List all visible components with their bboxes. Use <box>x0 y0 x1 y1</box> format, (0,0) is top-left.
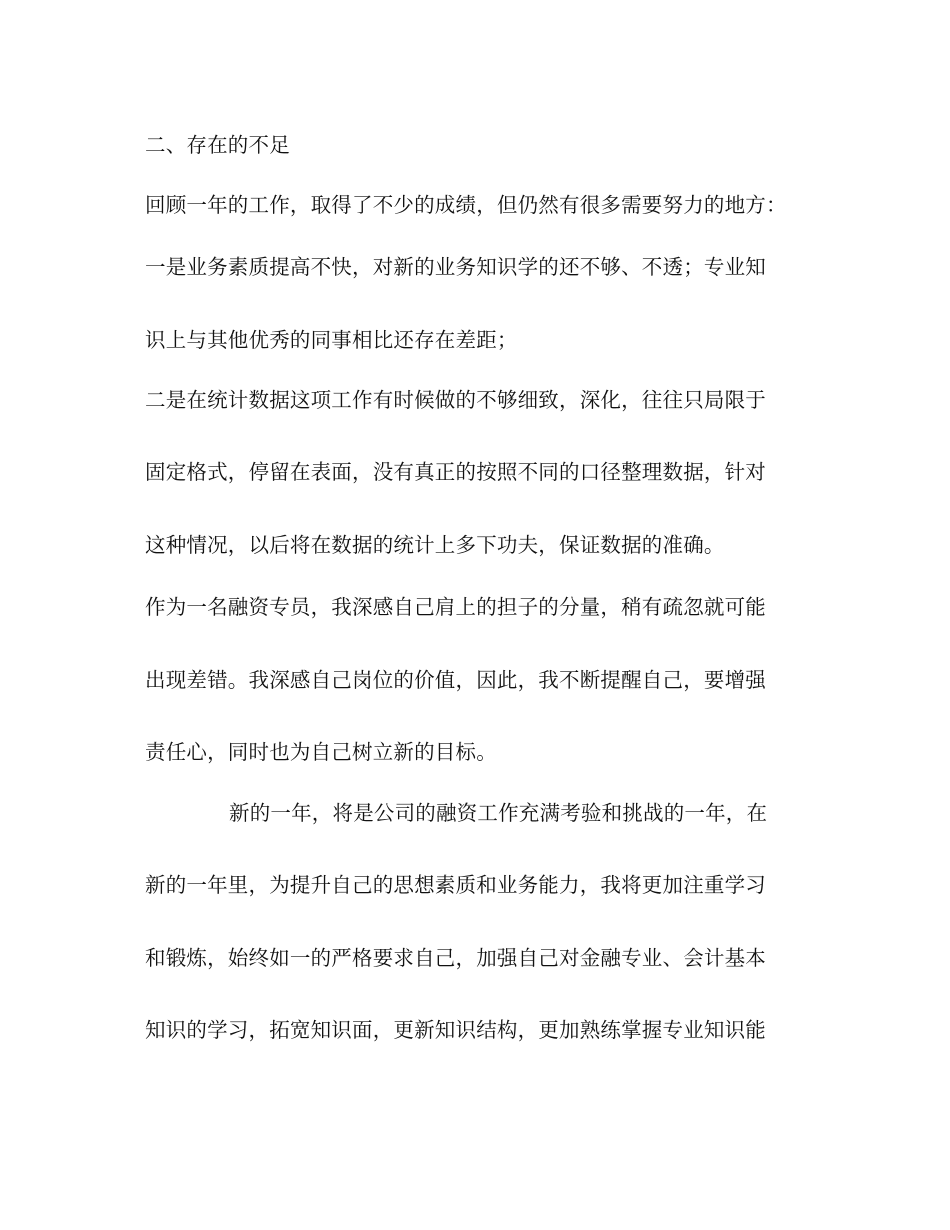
text-line: 固定格式，停留在表面，没有真正的按照不同的口径整理数据，针对 <box>145 460 766 484</box>
text-line: 二是在统计数据这项工作有时候做的不够细致，深化，往往只局限于 <box>145 388 766 412</box>
text-line: 这种情况，以后将在数据的统计上多下功夫，保证数据的准确。 <box>145 533 725 557</box>
text-line: 出现差错。我深感自己岗位的价值，因此，我不断提醒自己，要增强 <box>145 668 766 692</box>
section-heading: 二、存在的不足 <box>145 133 290 157</box>
text-line: 一是业务素质提高不快，对新的业务知识学的还不够、不透；专业知 <box>145 255 766 279</box>
text-line: 作为一名融资专员，我深感自己肩上的担子的分量，稍有疏忽就可能 <box>145 595 766 619</box>
text-line: 识上与其他优秀的同事相比还存在差距； <box>145 328 518 352</box>
text-line: 新的一年里，为提升自己的思想素质和业务能力，我将更加注重学习 <box>145 873 766 897</box>
text-line: 回顾一年的工作，取得了不少的成绩，但仍然有很多需要努力的地方： <box>145 193 787 217</box>
text-line: 责任心，同时也为自己树立新的目标。 <box>145 740 497 764</box>
text-line-indented: 新的一年，将是公司的融资工作充满考验和挑战的一年，在 <box>229 801 768 825</box>
text-line: 和锻炼，始终如一的严格要求自己，加强自己对金融专业、会计基本 <box>145 946 766 970</box>
text-line: 知识的学习，拓宽知识面，更新知识结构，更加熟练掌握专业知识能 <box>145 1018 766 1042</box>
